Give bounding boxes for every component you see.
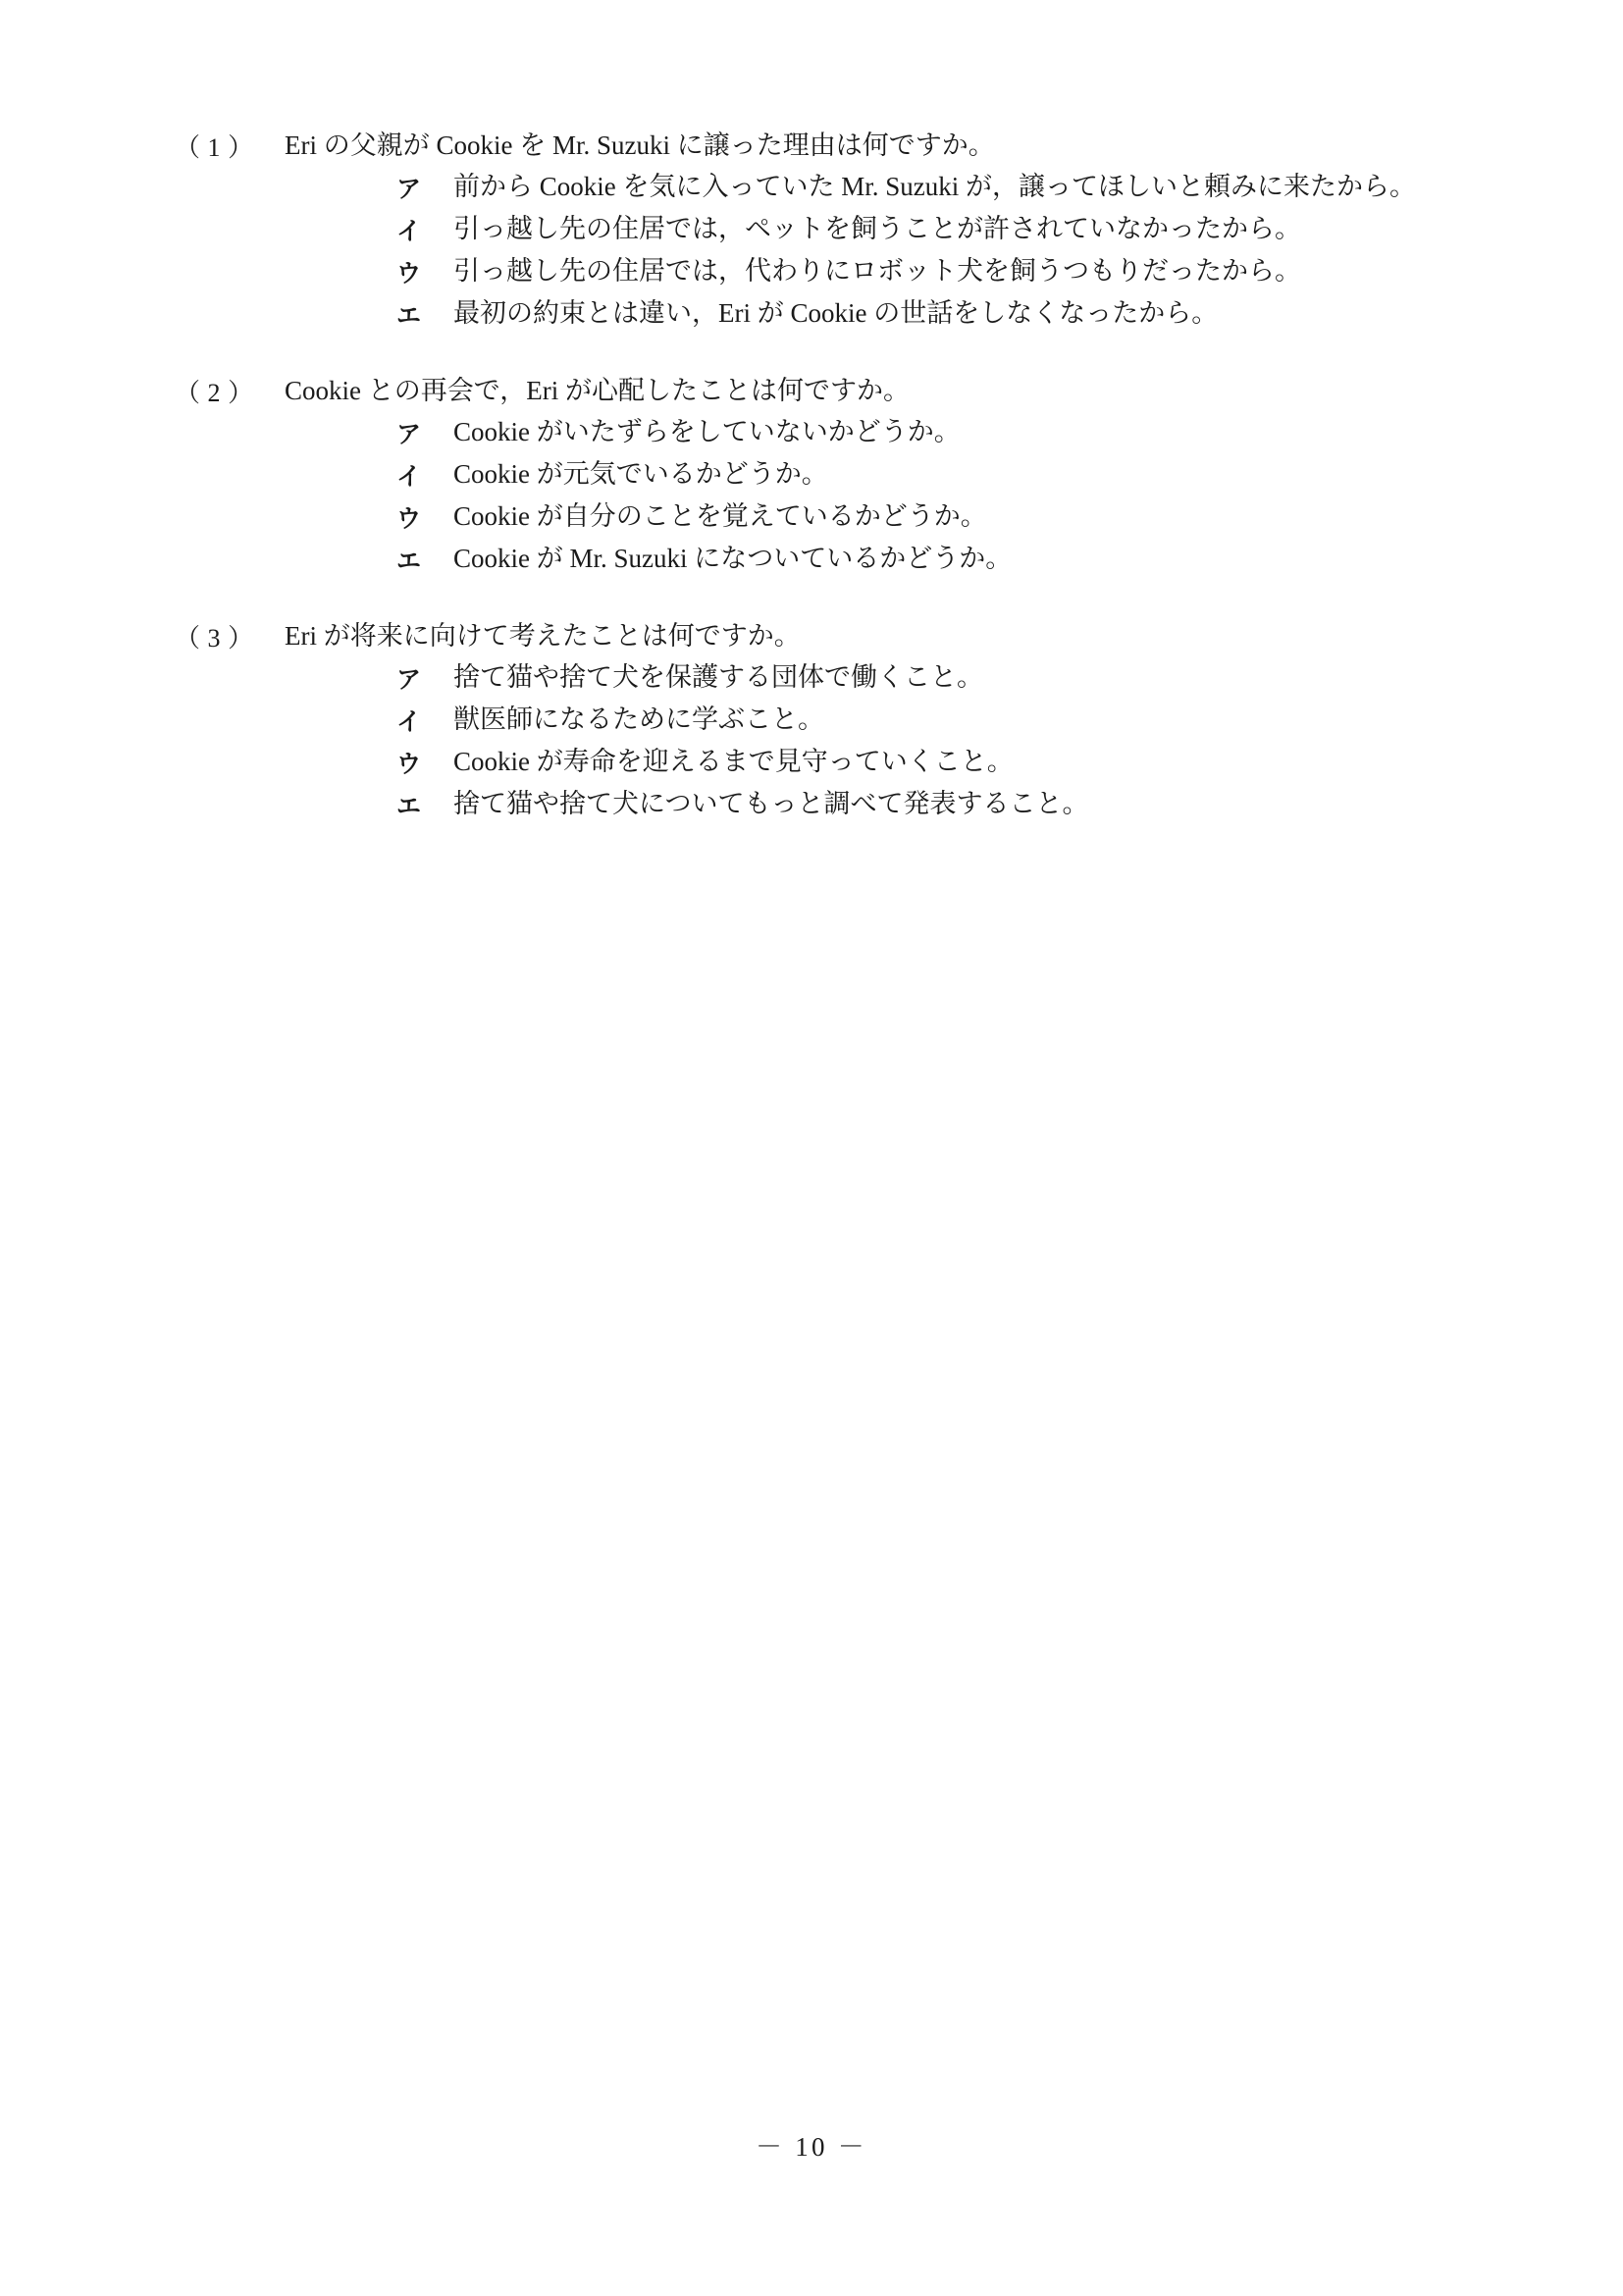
choice-list (175, 415, 1450, 577)
choice-text: Cookie が元気でいるかどうか。 (453, 459, 828, 489)
question-number: （ 2 ） (175, 379, 254, 407)
choice-item (175, 787, 1450, 822)
question-block (175, 128, 1450, 332)
question-heading (175, 373, 1450, 409)
choice-list (175, 170, 1450, 332)
choice-label: ウ (396, 751, 422, 778)
choice-text: 最初の約束とは違い，Eri が Cookie の世話をしなくなったから。 (453, 298, 1219, 328)
question-prompt: Eri が将来に向けて考えたことは何ですか。 (285, 621, 801, 651)
choice-label: イ (396, 708, 422, 736)
choice-text: 捨て猫や捨て犬を保護する団体で働くこと。 (453, 662, 983, 692)
page-number: － 10 － (756, 2132, 867, 2162)
choice-label: ア (396, 176, 422, 203)
question-number: （ 1 ） (175, 133, 254, 162)
question-heading (175, 618, 1450, 654)
choice-text: 引っ越し先の住居では，ペットを飼うことが許されていなかったから。 (453, 214, 1301, 243)
choice-label: ウ (396, 260, 422, 287)
choice-item (175, 415, 1450, 450)
choice-label: エ (396, 793, 422, 820)
choice-item (175, 499, 1450, 535)
choice-text: 獣医師になるために学ぶこと。 (453, 704, 824, 734)
questions-container (175, 128, 1450, 863)
choice-item (175, 212, 1450, 247)
choice-label: イ (396, 218, 422, 245)
choice-item (175, 170, 1450, 205)
choice-text: Cookie がいたずらをしていないかどうか。 (453, 417, 961, 446)
question-block (175, 373, 1450, 577)
choice-item (175, 254, 1450, 289)
choice-item (175, 703, 1450, 738)
choice-item (175, 296, 1450, 332)
choice-text: 引っ越し先の住居では，代わりにロボット犬を飼うつもりだったから。 (453, 256, 1301, 286)
choice-item (175, 745, 1450, 780)
choice-label: ア (396, 666, 422, 694)
choice-label: イ (396, 463, 422, 491)
question-number: （ 3 ） (175, 624, 254, 652)
question-block (175, 618, 1450, 822)
choice-item (175, 660, 1450, 696)
choice-label: ア (396, 421, 422, 448)
choice-text: Cookie が自分のことを覚えているかどうか。 (453, 501, 987, 531)
choice-item (175, 457, 1450, 493)
question-prompt: Eri の父親が Cookie を Mr. Suzuki に譲った理由は何ですか。 (285, 130, 995, 160)
choice-item (175, 542, 1450, 577)
choice-text: Cookie が寿命を迎えるまで見守っていくこと。 (453, 747, 1014, 776)
choice-label: エ (396, 548, 422, 575)
choice-text: 捨て猫や捨て犬についてもっと調べて発表すること。 (453, 789, 1089, 818)
question-heading (175, 128, 1450, 164)
choice-text: Cookie が Mr. Suzuki になついているかどうか。 (453, 544, 1013, 573)
choice-label: エ (396, 302, 422, 330)
choice-label: ウ (396, 505, 422, 533)
choice-list (175, 660, 1450, 822)
choice-text: 前から Cookie を気に入っていた Mr. Suzuki が，譲ってほしいと頼みに来たから。 (453, 172, 1417, 201)
question-prompt: Cookie との再会で，Eri が心配したことは何ですか。 (285, 376, 910, 405)
